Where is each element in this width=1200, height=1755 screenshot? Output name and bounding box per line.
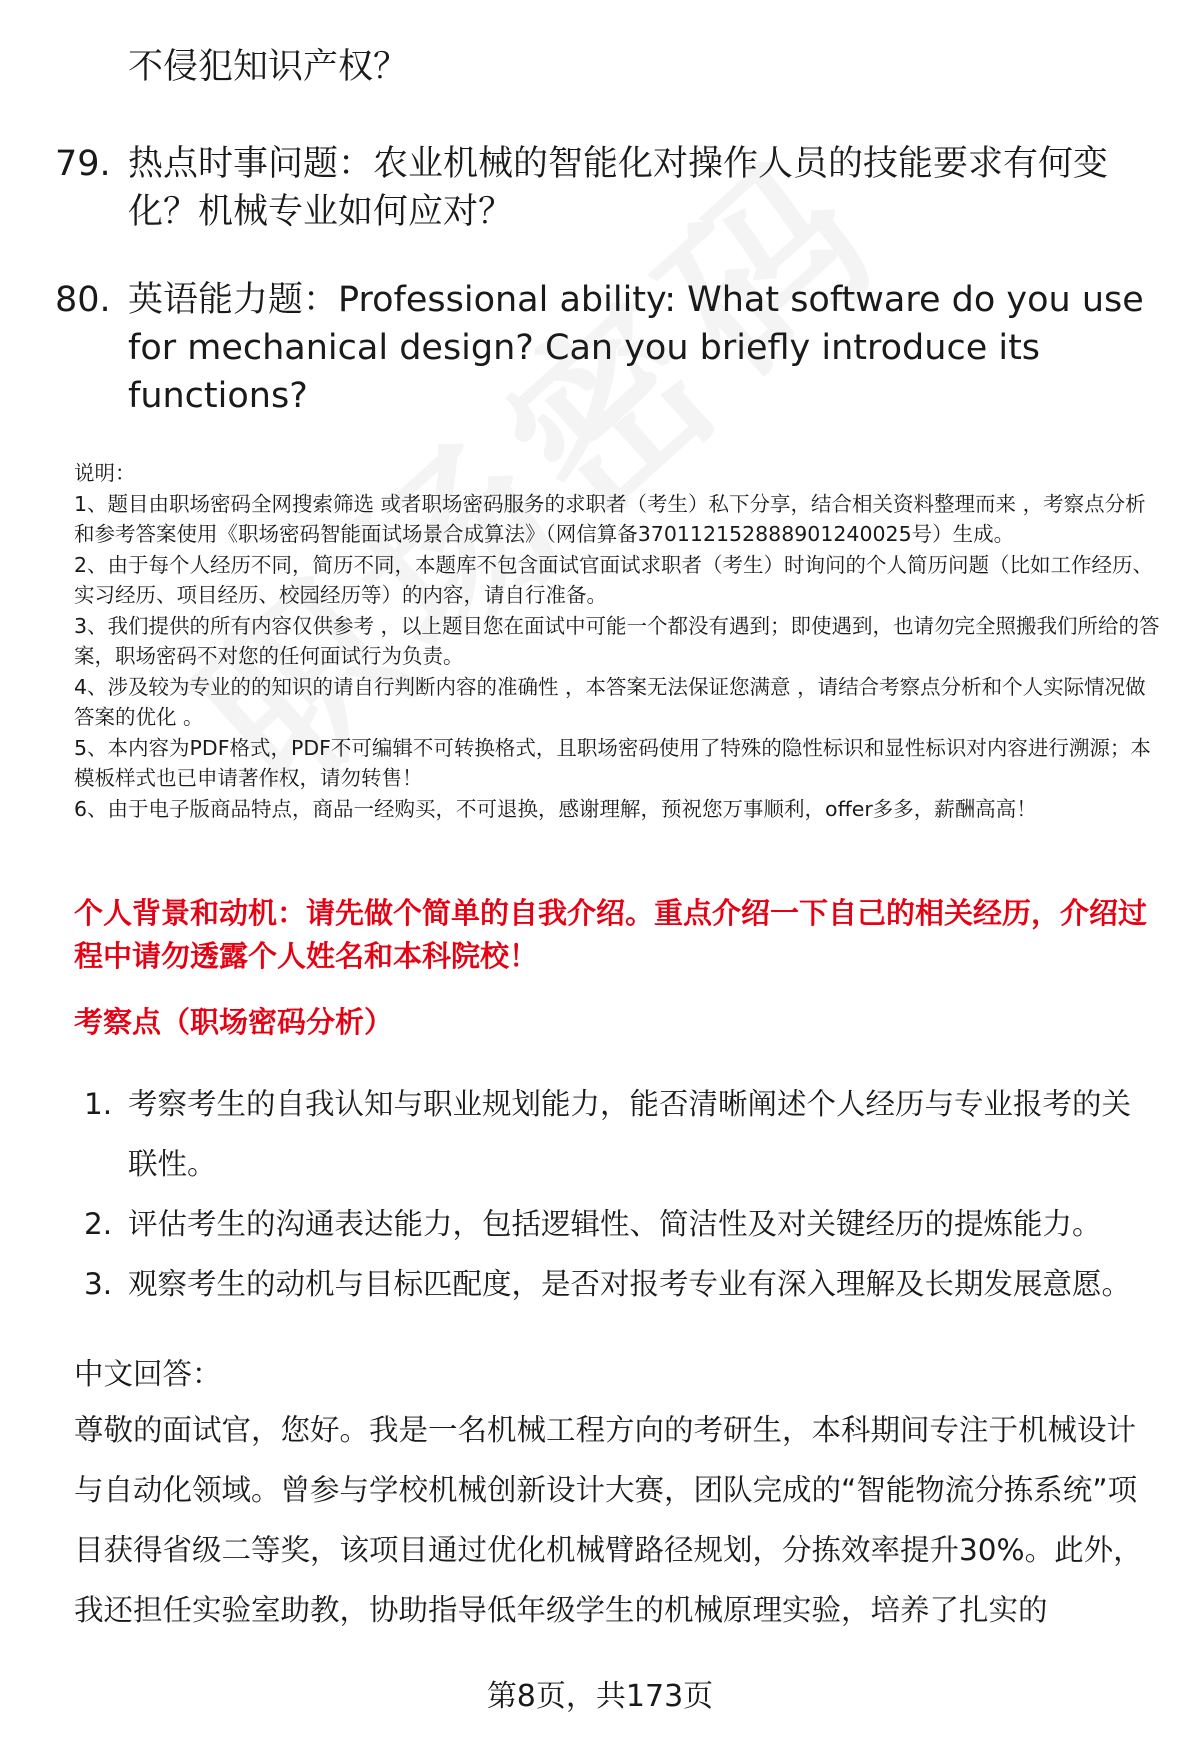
note-item: 1、题目由职场密码全网搜索筛选 或者职场密码服务的求职者（考生）私下分享，结合相关资料整理而来 ，考察点分析和参考答案使用《职场密码智能面试场景合成算法》（网信算备370112152888901240025号）生成。 xyxy=(74,491,1146,546)
list-number: 3. xyxy=(84,1267,113,1301)
note-item: 5、本内容为PDF格式，PDF不可编辑不可转换格式，且职场密码使用了特殊的隐性标识和显性标识对内容进行溯源；本模板样式也已申请著作权，请勿转售！ xyxy=(74,735,1151,790)
note-item: 3、我们提供的所有内容仅供参考 ，以上题目您在面试中可能一个都没有遇到；即使遇到，也请勿完全照搬我们所给的答案，职场密码不对您的任何面试行为负责。 xyxy=(74,613,1160,668)
notes-section xyxy=(74,458,1160,824)
question-text: 热点时事问题：农业机械的智能化对操作人员的技能要求有何变化？机械专业如何应对？ xyxy=(128,144,1109,232)
assessment-points xyxy=(84,1074,1160,1314)
note-item: 4、涉及较为专业的的知识的请自行判断内容的准确性 ，本答案无法保证您满意 ，请结合考察点分析和个人实际情况做答案的优化 。 xyxy=(74,674,1146,729)
list-text: 观察考生的动机与目标匹配度，是否对报考专业有深入理解及长期发展意愿。 xyxy=(128,1267,1132,1301)
question-number: 79. xyxy=(55,144,111,184)
interview-question: 个人背景和动机：请先做个简单的自我介绍。重点介绍一下自己的相关经历，介绍过程中请勿透露个人姓名和本科院校！ xyxy=(74,896,1148,973)
points-heading: 考察点（职场密码分析） xyxy=(74,1005,394,1039)
list-number: 2. xyxy=(84,1207,113,1241)
list-number: 1. xyxy=(84,1087,113,1121)
answer-text: 尊敬的面试官，您好。我是一名机械工程方向的考研生，本科期间专注于机械设计与自动化领域。曾参与学校机械创新设计大赛，团队完成的“智能物流分拣系统”项目获得省级二等奖，该项目通过优化机械臂路径规划，分拣效率提升30%。此外，我还担任实验室助教，协助指导低年级学生的机械原理实验，培养了扎实的 xyxy=(74,1413,1143,1627)
question-number: 80. xyxy=(55,280,111,320)
list-text: 评估考生的沟通表达能力，包括逻辑性、简洁性及对关键经历的提炼能力。 xyxy=(128,1207,1102,1241)
question-80 xyxy=(55,276,1155,420)
page-footer: 第8页，共173页 xyxy=(486,1679,714,1714)
note-item: 2、由于每个人经历不同，简历不同，本题库不包含面试官面试求职者（考生）时询问的个人简历问题（比如工作经历、实习经历、项目经历、校园经历等）的内容，请自行准备。 xyxy=(74,552,1154,607)
question-continuation: 不侵犯知识产权？ xyxy=(128,47,409,87)
list-text: 考察考生的自我认知与职业规划能力，能否清晰阐述个人经历与专业报考的关联性。 xyxy=(128,1087,1132,1181)
list-item xyxy=(84,1074,1160,1194)
question-79 xyxy=(55,140,1155,236)
list-item xyxy=(84,1254,1160,1314)
question-text: 英语能力题：Professional ability: What software do you use for mechanical design? Can you briefly introduce its functions? xyxy=(128,280,1144,416)
answer-label: 中文回答： xyxy=(74,1357,222,1391)
list-item xyxy=(84,1194,1160,1254)
notes-heading: 说明： xyxy=(74,461,136,485)
note-item: 6、由于电子版商品特点，商品一经购买，不可退换，感谢理解，预祝您万事顺利，offer多多，薪酬高高！ xyxy=(74,796,1037,821)
